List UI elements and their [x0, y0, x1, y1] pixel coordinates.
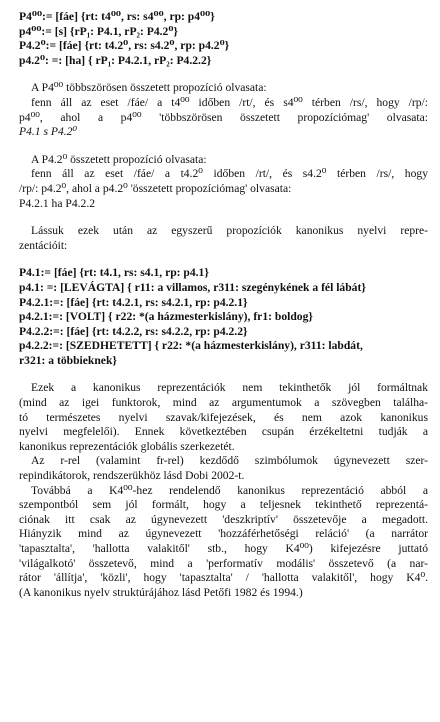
- formula-line: p4⁰⁰:= [s] {rP₁: P4.1, rP₂: P4.2⁰}: [19, 24, 178, 38]
- text-line: /rp/: p4.2⁰, ahol a p4.2⁰ 'összetett propozíciómag' olvasata:: [19, 181, 292, 195]
- text-line: zentációit:: [19, 238, 68, 252]
- text-line: tó természetes nyelvi szavak/kifejezések, és nem azok kanonikus: [19, 410, 428, 424]
- paragraph-canonical-intro: [19, 224, 428, 253]
- text-line: P4.2.1 ha P4.2.2: [19, 196, 96, 210]
- paragraph-p4-reading: [19, 81, 428, 139]
- text-line: A P4⁰⁰ többszörösen összetett propozíció olvasata:: [31, 81, 267, 95]
- text-line: fenn áll az eset /fáe/ a t4.2⁰ időben /rt/, és s4.2⁰ térben /rs/, hogy: [31, 167, 428, 181]
- text-line: ciónak itt csak az úgynevezett 'deszkriptív' összetevője a megadott.: [19, 512, 428, 526]
- formula-line: p4.2.2:=: [SZEDHETETT] { r22: *(a házmesterkislány), r311: labdát,: [19, 339, 363, 353]
- text-line: Az r-rel (valamint fr-rel) kezdődő szimbólumok úgynevezett szer-: [31, 454, 428, 468]
- text-line: Hiányzik mind az úgynevezett 'hozzáférhetőségi reláció' (a narrátor: [19, 527, 428, 541]
- text-line: 'tapasztalta', 'hallotta valakitől' stb., hogy K4⁰⁰) kifejezésre juttató: [19, 542, 428, 555]
- paragraph-k4-representation: [19, 484, 428, 601]
- text-line: (mind az igei funktorok, mind az argumentumok a szövegben találha-: [19, 396, 428, 410]
- formula-line: p4.1: =: [LEVÁGTA] { r11: a villamos, r311: szegénykének a fél lábát}: [19, 280, 366, 294]
- formula-line: P4⁰⁰:= [fáe] {rt: t4⁰⁰, rs: s4⁰⁰, rp: p4⁰⁰}: [19, 10, 215, 23]
- text-line: Továbbá a K4⁰⁰-hez rendelendő kanonikus reprezentáció abból a: [31, 483, 428, 497]
- formula-line: P4.2.1:=: [fáe] {rt: t4.2.1, rs: s4.2.1, rp: p4.2.1}: [19, 295, 248, 309]
- formula-line: P4.1:= [fáe] {rt: t4.1, rs: s4.1, rp: p4.1}: [19, 266, 209, 280]
- text-line: 'világalkotó' összetevő, mind a 'performatív modális' összetevő (a nar-: [19, 556, 428, 570]
- text-line: (A kanonikus nyelv struktúrájához lásd Petőfi 1982 és 1994.): [19, 585, 303, 599]
- text-line: fenn áll az eset /fáe/ a t4⁰⁰ időben /rt/, és s4⁰⁰ térben /rs/, hogy /rp/:: [31, 95, 428, 109]
- formula-block-1: [19, 10, 428, 68]
- text-line: Lássuk ezek után az egyszerű propozíciók kanonikus nyelvi repre-: [31, 224, 428, 238]
- formula-line: P4.2.2:=: [fáe] {rt: t4.2.2, rs: s4.2.2, rp: p4.2.2}: [19, 324, 248, 338]
- text-line: nyelvi megfelelői). Ennek következtében csupán érzékeltetni tudják a: [19, 425, 428, 439]
- paragraph-wellformedness: [19, 381, 428, 454]
- formula-line: p4.2⁰: =: [ha] { rP₁: P4.2.1, rP₂: P4.2.2}: [19, 53, 212, 67]
- text-line: P4.1 s P4.2⁰: [19, 125, 78, 139]
- text-line: Ezek a kanonikus reprezentációk nem tekinthetők jól formáltnak: [31, 381, 428, 395]
- paragraph-p42-reading: [19, 153, 428, 211]
- text-line: p4⁰⁰, ahol a p4⁰⁰ 'többszörösen összetett propozíciómag' olvasata:: [19, 110, 428, 124]
- text-line: kanonikus reprezentációk globális szerkezetét.: [19, 439, 235, 453]
- text-line: szempontból sem jól formált, hogy a teljesnek tekinthető reprezentá-: [19, 498, 428, 512]
- paragraph-role-indicators: [19, 454, 428, 483]
- text-line: repindikátorok, rendszerükhöz lásd Dobi 2002-t.: [19, 469, 245, 483]
- formula-block-2: [19, 266, 428, 368]
- text-line: rátor 'állítja', 'közli', hogy 'tapasztalta' / 'hallotta valakitől', hogy K4⁰.: [19, 571, 428, 585]
- formula-line: p4.2.1:=: [VOLT] { r22: *(a házmesterkislány), fr1: boldog}: [19, 310, 313, 324]
- formula-line: r321: a többieknek}: [19, 353, 117, 367]
- formula-line: P4.2⁰:= [fáe] {rt: t4.2⁰, rs: s4.2⁰, rp: p4.2⁰}: [19, 39, 230, 53]
- text-line: A P4.2⁰ összetett propozíció olvasata:: [31, 152, 207, 166]
